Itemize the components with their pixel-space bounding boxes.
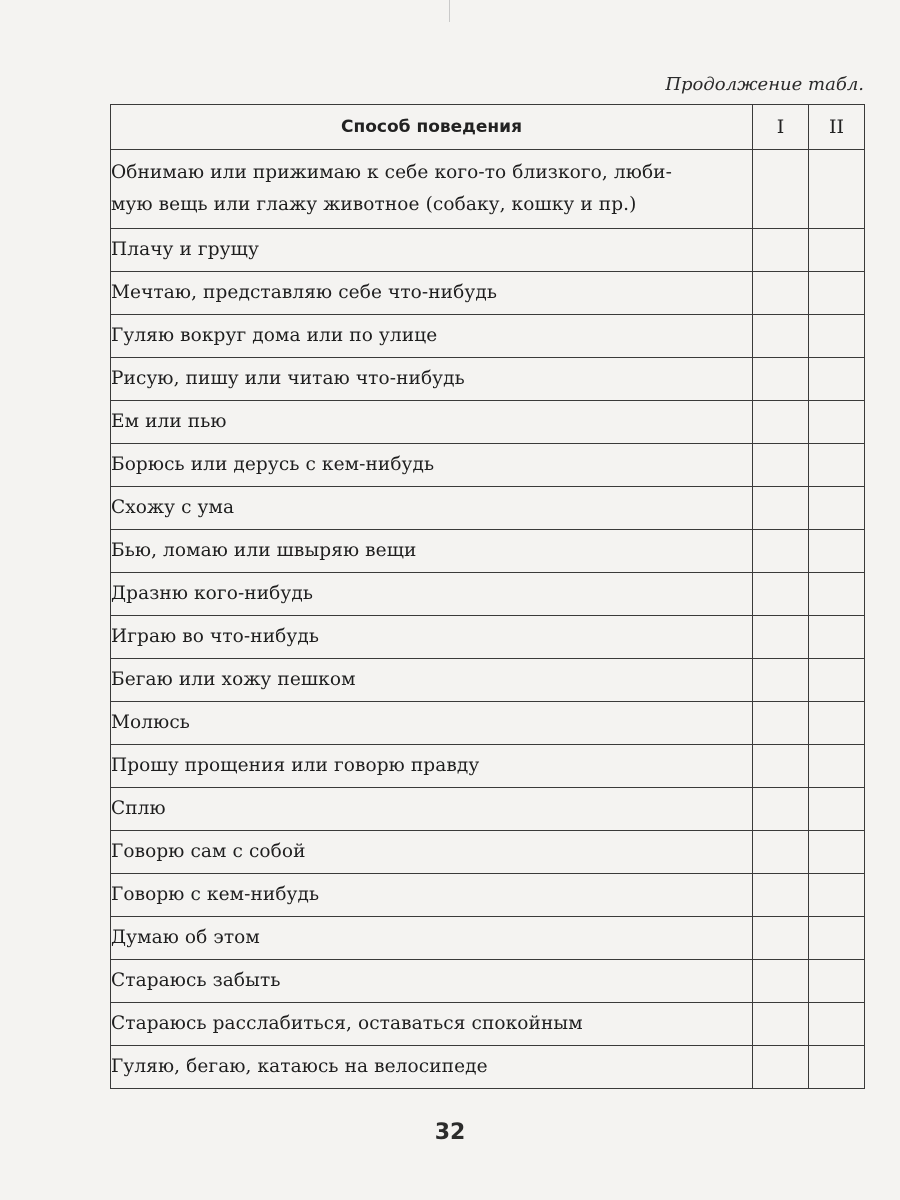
column-two-cell[interactable] <box>809 401 865 444</box>
behavior-cell: Играю во что-нибудь <box>111 616 753 659</box>
column-two-cell[interactable] <box>809 1046 865 1089</box>
table-row <box>111 573 865 616</box>
column-one-cell[interactable] <box>753 1046 809 1089</box>
column-one-cell[interactable] <box>753 702 809 745</box>
table-header-row <box>111 105 865 150</box>
table-row <box>111 444 865 487</box>
behavior-cell: Борюсь или дерусь с кем-нибудь <box>111 444 753 487</box>
column-one-cell[interactable] <box>753 272 809 315</box>
table-row <box>111 702 865 745</box>
column-one-cell[interactable] <box>753 358 809 401</box>
behavior-cell: Плачу и грущу <box>111 229 753 272</box>
table-row <box>111 229 865 272</box>
behavior-cell: Обнимаю или прижимаю к себе кого-то близкого, люби- мую вещь или глажу животное (собаку, кошку и пр.) <box>111 150 753 229</box>
column-one-cell[interactable] <box>753 229 809 272</box>
behavior-cell: Говорю сам с собой <box>111 831 753 874</box>
header-column-two: II <box>809 105 865 150</box>
column-two-cell[interactable] <box>809 874 865 917</box>
column-two-cell[interactable] <box>809 659 865 702</box>
binding-mark <box>449 0 450 22</box>
behavior-cell: Говорю с кем-нибудь <box>111 874 753 917</box>
column-one-cell[interactable] <box>753 401 809 444</box>
header-column-one: I <box>753 105 809 150</box>
table-continuation-label: Продолжение табл. <box>665 74 864 95</box>
behavior-cell: Мечтаю, представляю себе что-нибудь <box>111 272 753 315</box>
column-two-cell[interactable] <box>809 358 865 401</box>
column-two-cell[interactable] <box>809 272 865 315</box>
column-one-cell[interactable] <box>753 745 809 788</box>
behavior-cell: Стараюсь расслабиться, оставаться спокойным <box>111 1003 753 1046</box>
page-number: 32 <box>434 1120 466 1145</box>
column-one-cell[interactable] <box>753 315 809 358</box>
behavior-cell: Думаю об этом <box>111 917 753 960</box>
column-one-cell[interactable] <box>753 788 809 831</box>
column-one-cell[interactable] <box>753 917 809 960</box>
table-row <box>111 272 865 315</box>
table-row <box>111 831 865 874</box>
behavior-cell: Гуляю вокруг дома или по улице <box>111 315 753 358</box>
column-two-cell[interactable] <box>809 315 865 358</box>
behavior-cell: Бегаю или хожу пешком <box>111 659 753 702</box>
table-row <box>111 917 865 960</box>
table-row <box>111 1046 865 1089</box>
behavior-cell: Бью, ломаю или швыряю вещи <box>111 530 753 573</box>
column-one-cell[interactable] <box>753 487 809 530</box>
column-one-cell[interactable] <box>753 616 809 659</box>
behavior-cell: Сплю <box>111 788 753 831</box>
column-two-cell[interactable] <box>809 487 865 530</box>
column-two-cell[interactable] <box>809 702 865 745</box>
behavior-cell: Молюсь <box>111 702 753 745</box>
table-row <box>111 874 865 917</box>
column-one-cell[interactable] <box>753 659 809 702</box>
column-two-cell[interactable] <box>809 530 865 573</box>
column-two-cell[interactable] <box>809 616 865 659</box>
column-two-cell[interactable] <box>809 444 865 487</box>
table-row <box>111 530 865 573</box>
behavior-cell: Стараюсь забыть <box>111 960 753 1003</box>
table-body <box>111 150 865 1089</box>
behavior-table <box>110 104 865 1089</box>
table-row <box>111 358 865 401</box>
behavior-cell: Рисую, пишу или читаю что-нибудь <box>111 358 753 401</box>
column-one-cell[interactable] <box>753 573 809 616</box>
column-one-cell[interactable] <box>753 874 809 917</box>
column-one-cell[interactable] <box>753 530 809 573</box>
column-two-cell[interactable] <box>809 831 865 874</box>
behavior-cell: Гуляю, бегаю, катаюсь на велосипеде <box>111 1046 753 1089</box>
table-row <box>111 315 865 358</box>
table-row <box>111 1003 865 1046</box>
column-two-cell[interactable] <box>809 960 865 1003</box>
column-two-cell[interactable] <box>809 788 865 831</box>
column-two-cell[interactable] <box>809 745 865 788</box>
table-row <box>111 487 865 530</box>
table-row <box>111 960 865 1003</box>
behavior-cell: Ем или пью <box>111 401 753 444</box>
column-two-cell[interactable] <box>809 1003 865 1046</box>
header-behavior: Способ поведения <box>111 105 753 150</box>
behavior-cell: Дразню кого-нибудь <box>111 573 753 616</box>
column-two-cell[interactable] <box>809 917 865 960</box>
behavior-cell: Схожу с ума <box>111 487 753 530</box>
column-one-cell[interactable] <box>753 150 809 229</box>
column-one-cell[interactable] <box>753 960 809 1003</box>
table-row <box>111 401 865 444</box>
column-two-cell[interactable] <box>809 229 865 272</box>
table-row <box>111 616 865 659</box>
table-row <box>111 745 865 788</box>
column-two-cell[interactable] <box>809 573 865 616</box>
behavior-cell: Прошу прощения или говорю правду <box>111 745 753 788</box>
column-one-cell[interactable] <box>753 1003 809 1046</box>
table-row <box>111 150 865 229</box>
column-two-cell[interactable] <box>809 150 865 229</box>
column-one-cell[interactable] <box>753 831 809 874</box>
table-row <box>111 788 865 831</box>
table-row <box>111 659 865 702</box>
column-one-cell[interactable] <box>753 444 809 487</box>
